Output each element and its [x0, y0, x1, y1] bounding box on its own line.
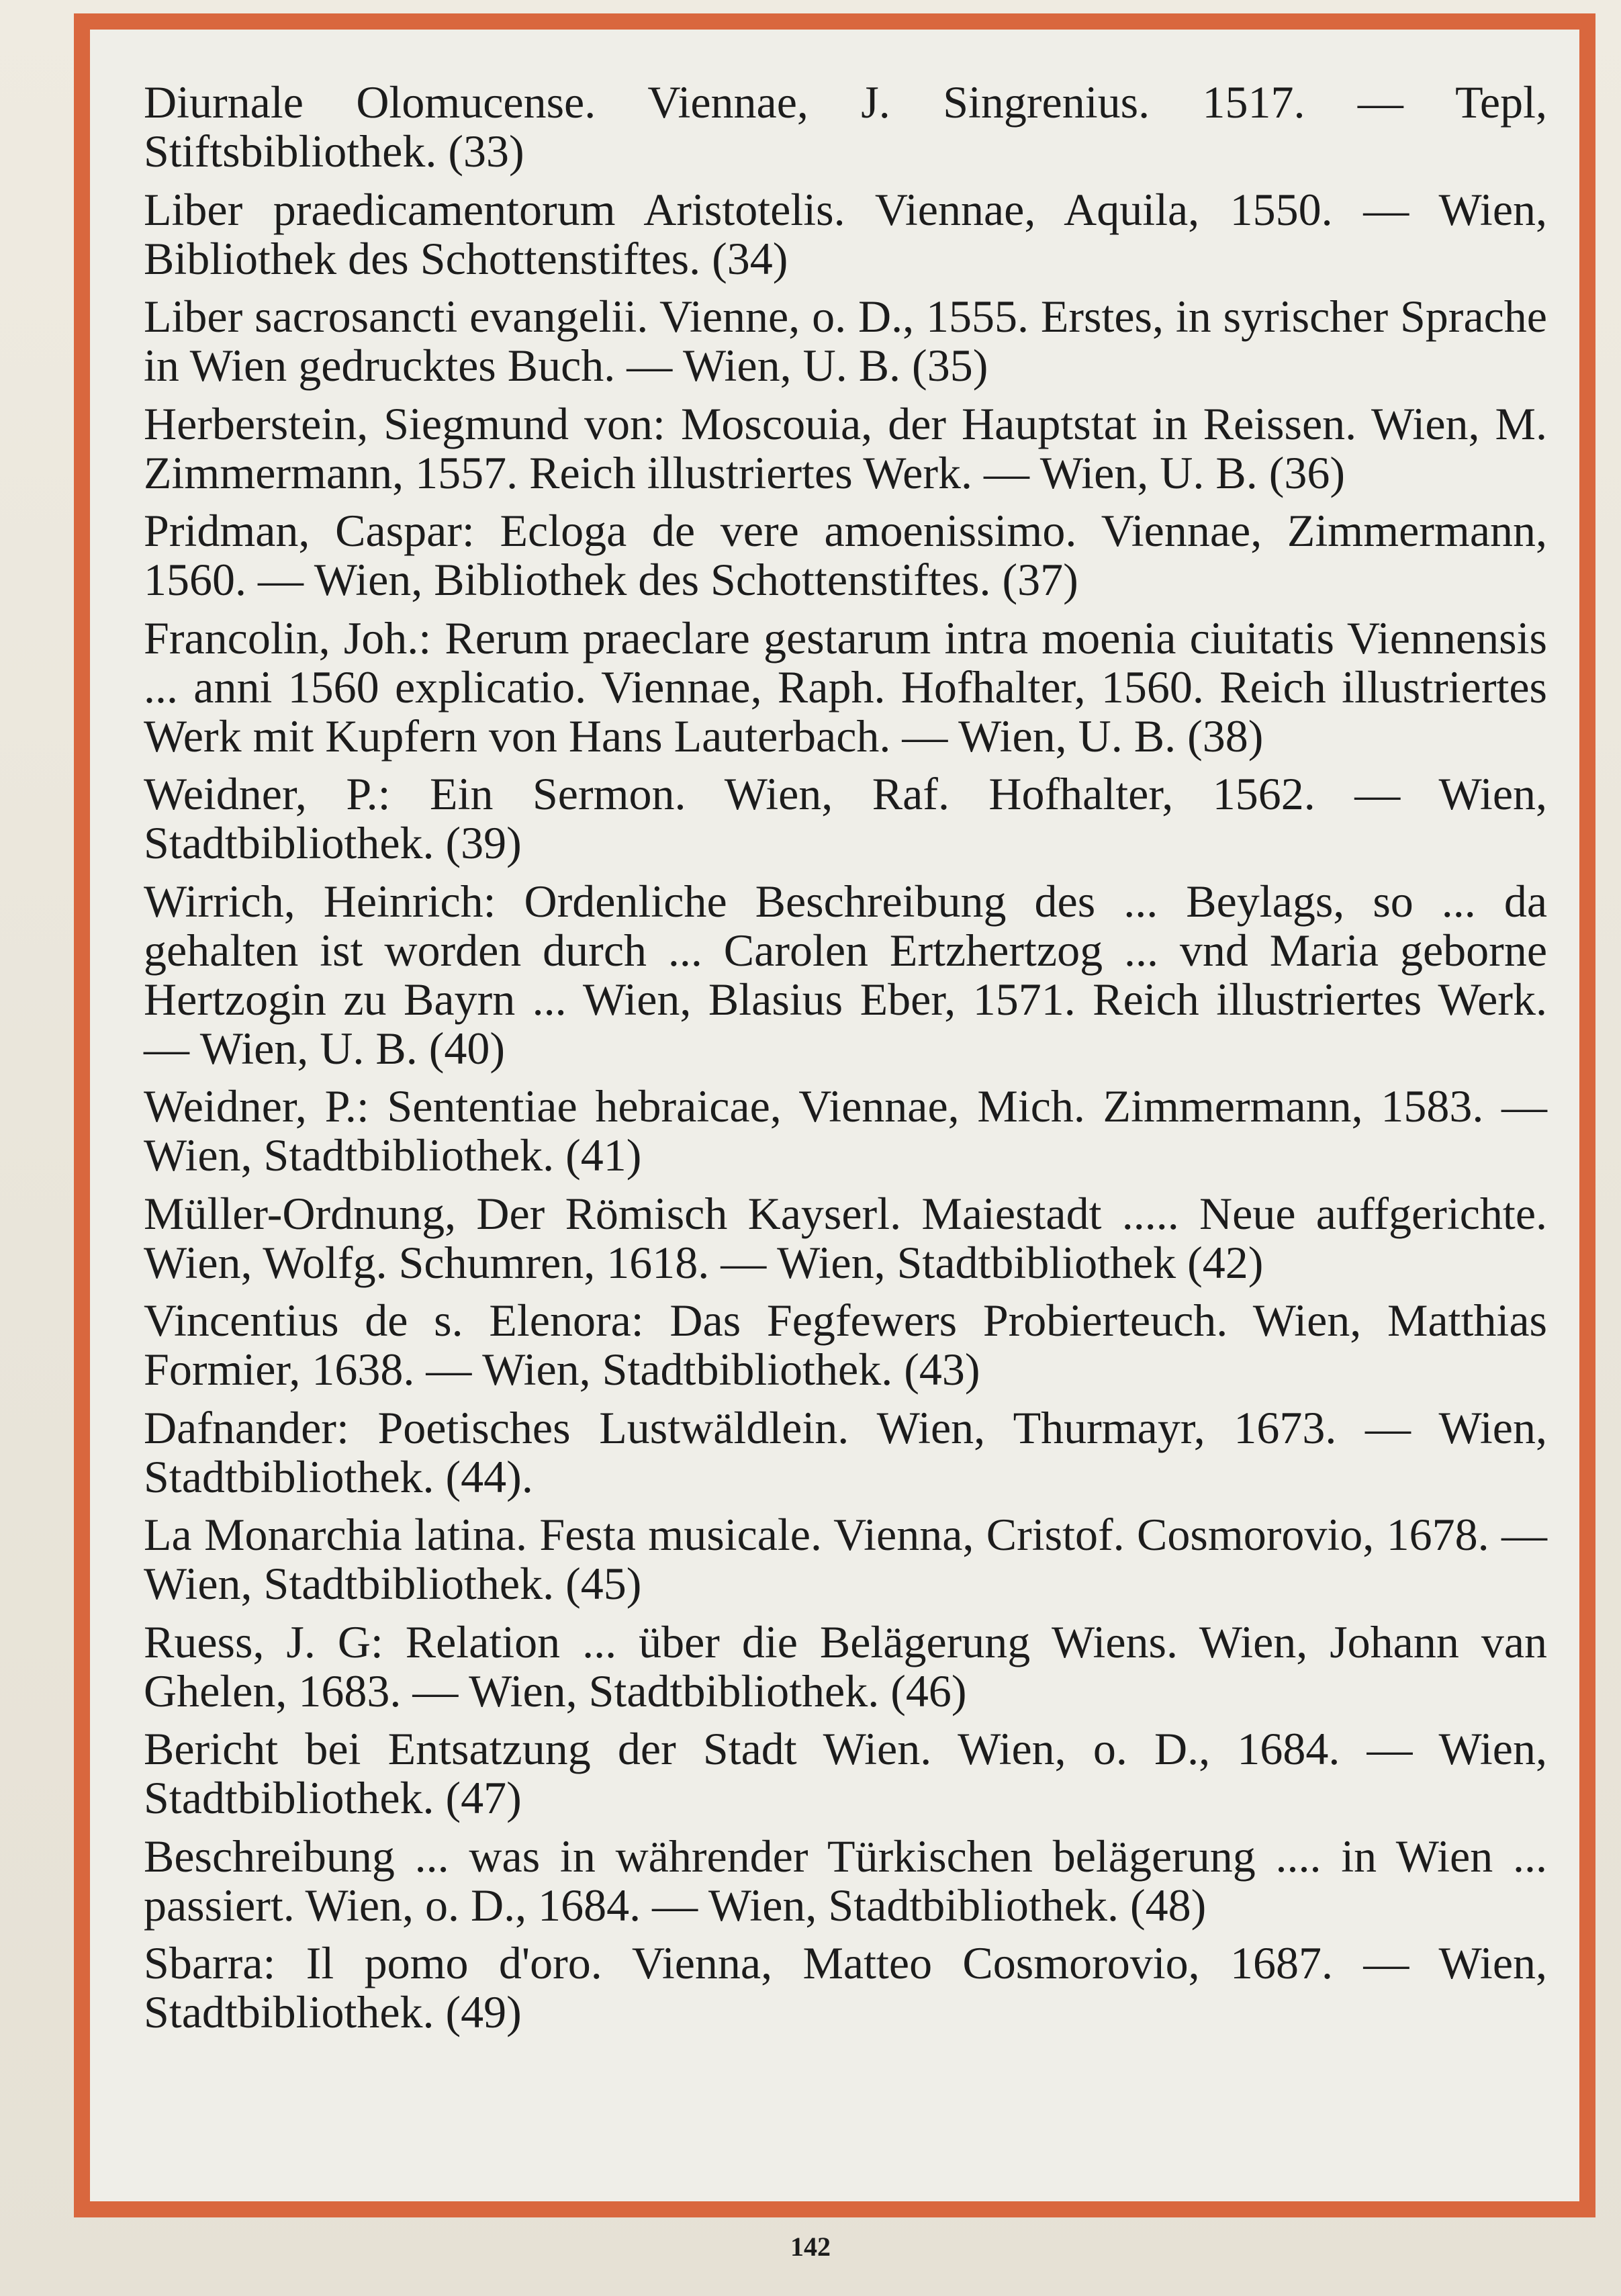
bibliography-entry: Sbarra: Il pomo d'oro. Vienna, Matteo Cosmorovio, 1687. — Wien, Stadtbibliothek. (49) [144, 1937, 1547, 2037]
bibliography-list [144, 78, 1547, 2046]
bibliography-frame [74, 13, 1595, 2217]
bibliography-entry: Liber praedicamentorum Aristotelis. Viennae, Aquila, 1550. — Wien, Bibliothek des Schottenstiftes. (34) [144, 183, 1547, 284]
bibliography-entry: Francolin, Joh.: Rerum praeclare gestarum intra moenia ciuitatis Viennensis ... anni 1560 explicatio. Viennae, Raph. Hofhalter, 1560. Reich illustriertes Werk mit Kupfern von Hans Lauterbach. — Wien, U. B. (38) [144, 612, 1547, 762]
bibliography-entry: Herberstein, Siegmund von: Moscouia, der Hauptstat in Reissen. Wien, M. Zimmermann, 1557. Reich illustriertes Werk. — Wien, U. B. (36) [144, 398, 1547, 498]
bibliography-entry: Liber sacrosancti evangelii. Vienne, o. D., 1555. Erstes, in syrischer Sprache in Wien gedrucktes Buch. — Wien, U. B. (35) [144, 291, 1547, 391]
bibliography-entry: Diurnale Olomucense. Viennae, J. Singrenius. 1517. — Tepl, Stiftsbibliothek. (33) [144, 77, 1547, 177]
bibliography-entry: La Monarchia latina. Festa musicale. Vienna, Cristof. Cosmorovio, 1678. — Wien, Stadtbibliothek. (45) [144, 1509, 1547, 1609]
bibliography-entry: Ruess, J. G: Relation ... über die Belägerung Wiens. Wien, Johann van Ghelen, 1683. — Wien, Stadtbibliothek. (46) [144, 1616, 1547, 1716]
bibliography-entry: Müller-Ordnung, Der Römisch Kayserl. Maiestadt ..... Neue auffgerichte. Wien, Wolfg. Schumren, 1618. — Wien, Stadtbibliothek (42) [144, 1187, 1547, 1288]
bibliography-entry: Vincentius de s. Elenora: Das Fegfewers Probierteuch. Wien, Matthias Formier, 1638. — Wien, Stadtbibliothek. (43) [144, 1295, 1547, 1395]
bibliography-entry: Pridman, Caspar: Ecloga de vere amoenissimo. Viennae, Zimmermann, 1560. — Wien, Bibliothek des Schottenstiftes. (37) [144, 505, 1547, 605]
bibliography-entry: Weidner, P.: Ein Sermon. Wien, Raf. Hofhalter, 1562. — Wien, Stadtbibliothek. (39) [144, 768, 1547, 868]
bibliography-entry: Beschreibung ... was in währender Türkischen belägerung .... in Wien ... passiert. Wien, o. D., 1684. — Wien, Stadtbibliothek. (48) [144, 1830, 1547, 1931]
page-number: 142 [790, 2232, 831, 2262]
bibliography-entry: Bericht bei Entsatzung der Stadt Wien. Wien, o. D., 1684. — Wien, Stadtbibliothek. (47) [144, 1723, 1547, 1823]
bibliography-entry: Dafnander: Poetisches Lustwäldlein. Wien, Thurmayr, 1673. — Wien, Stadtbibliothek. (44). [144, 1402, 1547, 1502]
bibliography-entry: Weidner, P.: Sententiae hebraicae, Viennae, Mich. Zimmermann, 1583. — Wien, Stadtbibliothek. (41) [144, 1081, 1547, 1181]
bibliography-entry: Wirrich, Heinrich: Ordenliche Beschreibung des ... Beylags, so ... da gehalten ist worden durch ... Carolen Ertzhertzog ... vnd Maria geborne Hertzogin zu Bayrn ... Wien, Blasius Eber, 1571. Reich illustriertes Werk. — Wien, U. B. (40) [144, 875, 1547, 1074]
